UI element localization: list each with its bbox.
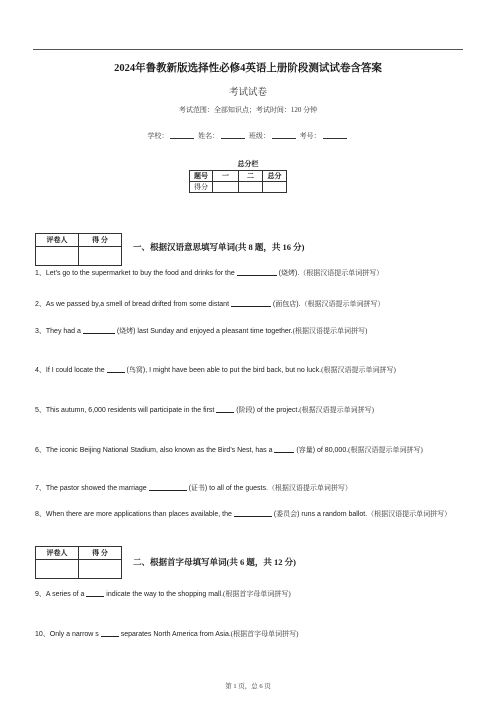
question-text: 4、If I could locate the <box>35 367 107 374</box>
answer-blank[interactable] <box>216 412 234 413</box>
question-text: (面包店). <box>270 301 301 308</box>
exam-title: 2024年鲁教新版选择性必修4英语上册阶段测试试卷含答案 <box>114 63 382 74</box>
section-title: 二、根据首字母填写单词(共 6 题，共 12 分) <box>133 557 296 567</box>
number-label: 考号： <box>299 132 321 140</box>
name-label: 姓名： <box>198 132 220 140</box>
number-blank[interactable] <box>323 138 347 139</box>
question-note: (根据汉语提示单词拼写) <box>348 446 423 454</box>
grader-header-row <box>36 547 122 560</box>
answer-blank[interactable] <box>274 452 294 453</box>
question-text: 7、The pastor showed the marriage <box>35 485 149 492</box>
question-text: 5、This autumn, 6,000 residents will participate in the first <box>35 407 217 414</box>
question-note: （根据汉语提示单词拼写） <box>299 269 384 277</box>
question-note: (根据汉语提示单词拼写) <box>321 366 396 374</box>
exam-subtitle: 考试试卷 <box>228 88 267 98</box>
score-header-cell: 二 <box>239 171 263 182</box>
question-item <box>35 445 463 456</box>
name-blank[interactable] <box>221 138 245 139</box>
question-item <box>35 299 463 310</box>
grader-box <box>35 546 122 579</box>
class-label: 班级： <box>248 132 270 140</box>
question-text: 3、They had a <box>35 328 83 335</box>
score-cell[interactable] <box>263 182 287 193</box>
score-label: 得 分 <box>79 234 122 247</box>
question-text: separates North America from Asia. <box>118 631 231 638</box>
section-title: 一、根据汉语意思填写单词(共 8 题，共 16 分) <box>133 242 305 252</box>
question-text: (烧烤) last Sunday and enjoyed a pleasant time together. <box>114 328 293 335</box>
answer-blank[interactable] <box>237 275 277 276</box>
score-table-caption: 总分栏 <box>237 160 259 168</box>
score-label: 得 分 <box>79 547 122 560</box>
question-text: 6、The iconic Beijing National Stadium, also known as the Bird's Nest, has a <box>35 447 275 454</box>
question-item <box>35 483 463 494</box>
score-cell[interactable] <box>79 247 122 266</box>
score-header-cell: 题号 <box>190 171 213 182</box>
question-item <box>35 365 463 376</box>
question-text: 2、As we passed by,a smell of bread drifted from some distant <box>35 301 231 308</box>
answer-blank[interactable] <box>107 372 125 373</box>
question-item <box>35 589 463 600</box>
header-rule <box>33 49 463 50</box>
question-text: indicate the way to the shopping mall. <box>104 591 224 598</box>
score-cell[interactable] <box>79 560 122 579</box>
student-info-line <box>0 131 496 141</box>
question-note: （根据汉语提示单词拼写） <box>367 510 452 518</box>
question-text: 8、When there are more applications than places available, the <box>35 511 234 518</box>
answer-blank[interactable] <box>149 490 187 491</box>
question-item <box>35 268 463 279</box>
grader-cell[interactable] <box>36 560 79 579</box>
question-item <box>35 509 463 520</box>
answer-blank[interactable] <box>83 333 115 334</box>
answer-blank[interactable] <box>86 596 104 597</box>
question-text: (鸟窝), I might have been able to put the bird back, but no luck. <box>124 367 322 374</box>
question-text: 10、Only a narrow s <box>35 631 101 638</box>
score-table <box>189 170 287 193</box>
question-text: (容量) of 80,000. <box>294 447 349 454</box>
question-note: (根据首字母单词拼写) <box>223 590 291 598</box>
question-text: (烧烤). <box>276 270 300 277</box>
question-note: (根据汉语提示单词拼写) <box>292 327 368 335</box>
score-cell[interactable] <box>239 182 263 193</box>
answer-blank[interactable] <box>231 306 271 307</box>
question-item <box>35 326 463 337</box>
question-text: 1、Let's go to the supermarket to buy the food and drinks for the <box>35 270 237 277</box>
question-text: (委员会) runs a random ballot. <box>271 511 368 518</box>
grader-header-row <box>36 234 122 247</box>
class-blank[interactable] <box>272 138 296 139</box>
page-footer: 第 1 页，总 6 页 <box>225 683 271 690</box>
answer-blank[interactable] <box>234 516 272 517</box>
question-text: (证书) to all of the guests. <box>186 485 268 492</box>
question-note: （根据汉语提示单词拼写） <box>300 300 385 308</box>
grader-label: 评卷人 <box>36 547 79 560</box>
grader-box <box>35 233 122 266</box>
grader-input-row <box>36 247 122 266</box>
question-item <box>35 629 463 640</box>
question-note: （根据汉语提示单词拼写） <box>267 484 352 492</box>
question-note: (根据汉语提示单词拼写) <box>299 406 374 414</box>
grader-input-row <box>36 560 122 579</box>
score-header-cell: 总分 <box>263 171 287 182</box>
school-blank[interactable] <box>170 138 194 139</box>
score-table-row <box>190 182 287 193</box>
score-cell[interactable] <box>213 182 239 193</box>
score-row-label: 得分 <box>190 182 213 193</box>
question-text: 9、A series of a <box>35 591 87 598</box>
grader-cell[interactable] <box>36 247 79 266</box>
answer-blank[interactable] <box>101 636 119 637</box>
question-note: (根据首字母单词拼写) <box>230 630 299 638</box>
question-text: (阶段) of the project. <box>234 407 300 414</box>
school-label: 学校： <box>147 132 169 140</box>
question-item <box>35 405 463 416</box>
grader-label: 评卷人 <box>36 234 79 247</box>
score-table-header-row <box>190 171 287 182</box>
exam-scope: 考试范围：全部知识点；考试时间：120 分钟 <box>178 106 318 114</box>
score-header-cell: 一 <box>213 171 239 182</box>
